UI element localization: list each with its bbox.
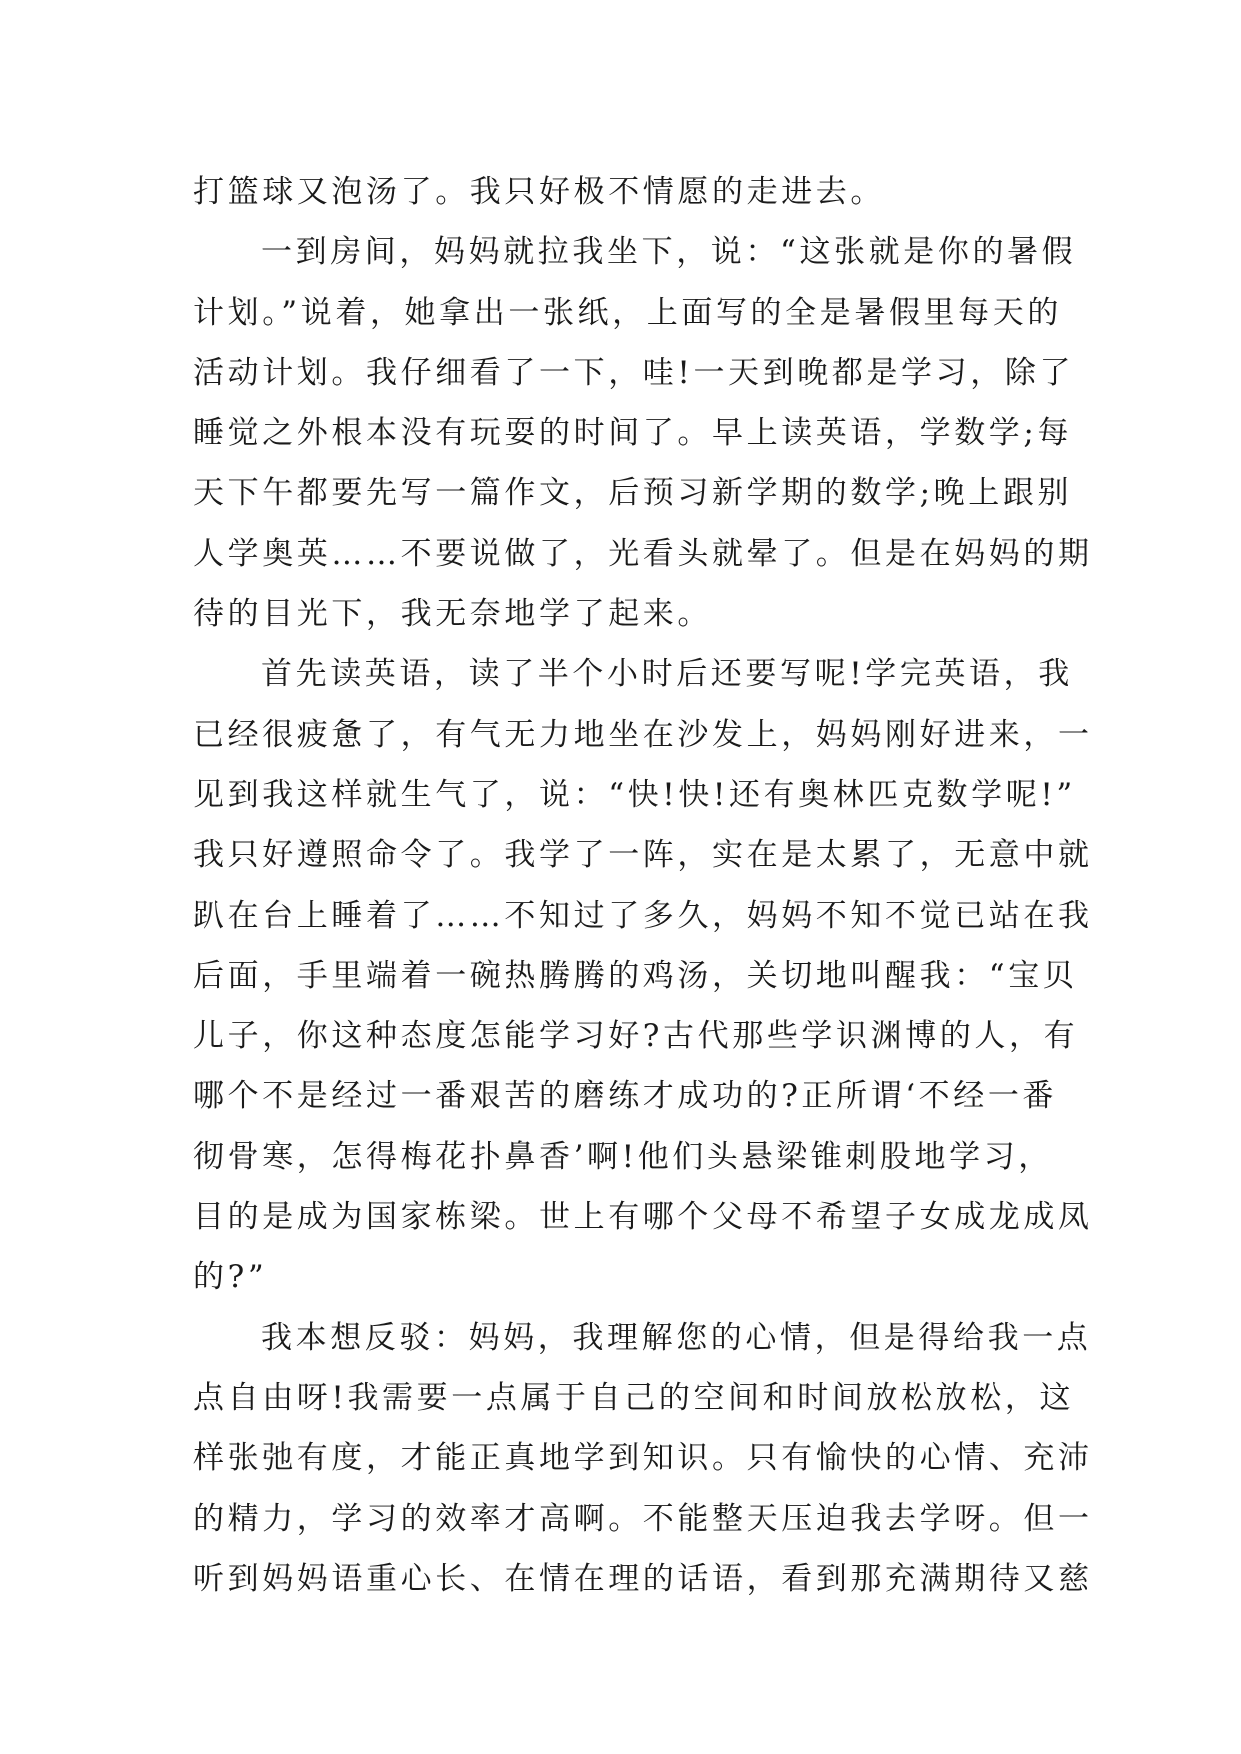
text-line: 已经很疲惫了，有气无力地坐在沙发上，妈妈刚好进来，一: [193, 716, 1093, 753]
text-line: 首先读英语，读了半个小时后还要写呢!学完英语，我: [261, 656, 1073, 693]
text-line: 我本想反驳：妈妈，我理解您的心情，但是得给我一点: [261, 1319, 1092, 1356]
text-line: 我只好遵照命令了。我学了一阵，实在是太累了，无意中就: [193, 837, 1093, 874]
text-line: 哪个不是经过一番艰苦的磨练才成功的?正所谓‘不经一番: [193, 1078, 1058, 1115]
text-line: 听到妈妈语重心长、在情在理的话语，看到那充满期待又慈: [193, 1560, 1093, 1597]
text-line: 点自由呀!我需要一点属于自己的空间和时间放松放松，这: [193, 1379, 1075, 1416]
text-line: 的精力，学习的效率才高啊。不能整天压迫我去学呀。但一: [193, 1500, 1093, 1537]
text-line: 儿子，你这种态度怎能学习好?古代那些学识渊博的人，有: [193, 1018, 1079, 1055]
body-text: [193, 162, 1093, 1609]
text-line: 待的目光下，我无奈地学了起来。: [193, 596, 712, 633]
text-line: 计划。”说着，她拿出一张纸，上面写的全是暑假里每天的: [193, 294, 1062, 331]
text-line: 见到我这样就生气了，说：“快!快!还有奥林匹克数学呢!”: [193, 776, 1076, 813]
text-line: 睡觉之外根本没有玩耍的时间了。早上读英语，学数学;每: [193, 415, 1073, 452]
text-line: 一到房间，妈妈就拉我坐下，说：“这张就是你的暑假: [261, 234, 1077, 271]
text-line: 的?”: [193, 1259, 268, 1296]
text-line: 后面，手里端着一碗热腾腾的鸡汤，关切地叫醒我：“宝贝: [193, 957, 1078, 994]
text-line: 天下午都要先写一篇作文，后预习新学期的数学;晚上跟别: [193, 475, 1073, 512]
text-line: 目的是成为国家栋梁。世上有哪个父母不希望子女成龙成凤: [193, 1199, 1093, 1236]
text-line: 打篮球又泡汤了。我只好极不情愿的走进去。: [193, 174, 885, 210]
text-line: 活动计划。我仔细看了一下，哇!一天到晚都是学习，除了: [193, 354, 1075, 391]
text-line: 趴在台上睡着了……不知过了多久，妈妈不知不觉已站在我: [193, 897, 1093, 934]
text-line: 彻骨寒，怎得梅花扑鼻香’啊!他们头悬梁锥刺股地学习，: [193, 1138, 1053, 1175]
text-line: 人学奥英……不要说做了，光看头就晕了。但是在妈妈的期: [193, 535, 1093, 572]
text-line: 样张弛有度，才能正真地学到知识。只有愉快的心情、充沛: [193, 1440, 1093, 1477]
